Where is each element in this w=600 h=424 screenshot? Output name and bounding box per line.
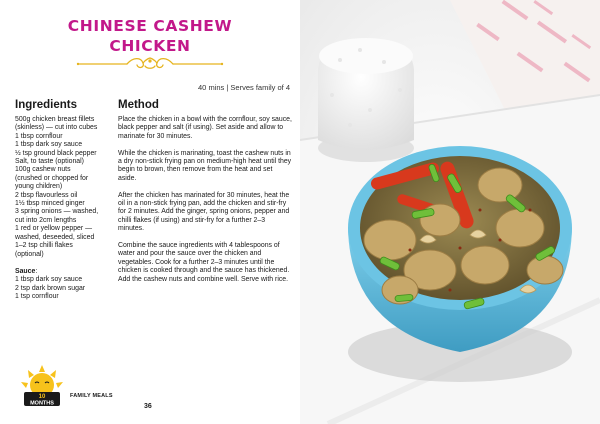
sauce-line: 2 tsp dark brown sugar	[15, 284, 86, 292]
recipe-photo	[300, 0, 600, 424]
ingredient-line: 1–2 tsp chilli flakes	[15, 242, 73, 250]
badge-number: 10	[38, 394, 46, 400]
sauce-line: 1 tbsp dark soy sauce	[15, 276, 83, 284]
page-number: 36	[144, 403, 152, 410]
recipe-title-line2: CHICKEN	[109, 37, 191, 55]
ingredient-line: young children)	[15, 183, 63, 191]
ingredient-line: washed, deseeded, sliced	[15, 233, 95, 241]
ingredient-line: cut into 2cm lengths	[15, 216, 77, 224]
ingredients-list	[15, 116, 118, 302]
sauce-line: 1 tsp cornflour	[15, 293, 59, 301]
ingredient-line: 3 spring onions — washed,	[15, 208, 99, 216]
ingredient-line: 1 red or yellow pepper —	[15, 225, 92, 233]
ingredient-line: 1 tbsp dark soy sauce	[15, 141, 83, 149]
sauce-heading	[15, 268, 118, 276]
badge-text: MONTHS	[30, 400, 54, 407]
method-step: After the chicken has marinated for 30 minutes, heat the oil in a non-stick frying pan, add the chicken and stir-fry for 2 minutes. Add the ginger, spring onions, pepper and chilli flakes (if using) and stir-fry for a further 2–3 minutes.	[118, 191, 290, 233]
ingredient-line: 500g chicken breast fillets	[15, 116, 95, 123]
ingredient-line: 2 tbsp flavourless oil	[15, 191, 78, 199]
ingredient-line: 100g cashew nuts	[15, 166, 71, 174]
ingredients-heading: Ingredients	[15, 99, 77, 111]
ingredient-line: 1½ tbsp minced ginger	[15, 200, 85, 208]
smiling-sun-icon	[18, 365, 66, 407]
sauce-heading-colon: :	[35, 267, 38, 275]
ornamental-divider-icon	[75, 55, 225, 71]
ingredient-line: ½ tsp ground black pepper	[15, 149, 97, 157]
ingredient-line: (crushed or chopped for	[15, 174, 89, 182]
rice-mound	[318, 38, 414, 162]
section-label: FAMILY MEALS	[70, 393, 113, 399]
recipe-meta: 40 mins | Serves family of 4	[198, 83, 290, 92]
ingredient-line: (skinless) — cut into cubes	[15, 124, 98, 132]
method-step: Place the chicken in a bowl with the cornflour, soy sauce, black pepper and salt (if using). Set aside and allow to marinate for 30 minutes.	[118, 116, 292, 140]
method-step: While the chicken is marinating, toast the cashew nuts in a dry non-stick frying pan on medium-high heat until they begin to brown, then remove from the heat and set aside.	[118, 149, 292, 182]
ingredient-line: 1 tbsp cornflour	[15, 132, 63, 140]
sauce-heading-text: Sauce	[15, 267, 36, 275]
ingredient-line: (optional)	[15, 250, 44, 258]
method-heading: Method	[118, 99, 159, 111]
method-steps	[118, 116, 292, 292]
recipe-title-line1: CHINESE CASHEW	[67, 17, 233, 35]
food-photo-illustration	[300, 0, 600, 424]
method-step: Combine the sauce ingredients with 4 tablespoons of water and pour the sauce over the chicken and vegetables. Cook for a further 2–3 minutes until the chicken is cooked through and the sauce has thickened. Add the cashew nuts and combine well. Serve with rice.	[118, 242, 290, 283]
recipe-title	[0, 16, 300, 56]
ingredient-line: Salt, to taste (optional)	[15, 158, 84, 166]
